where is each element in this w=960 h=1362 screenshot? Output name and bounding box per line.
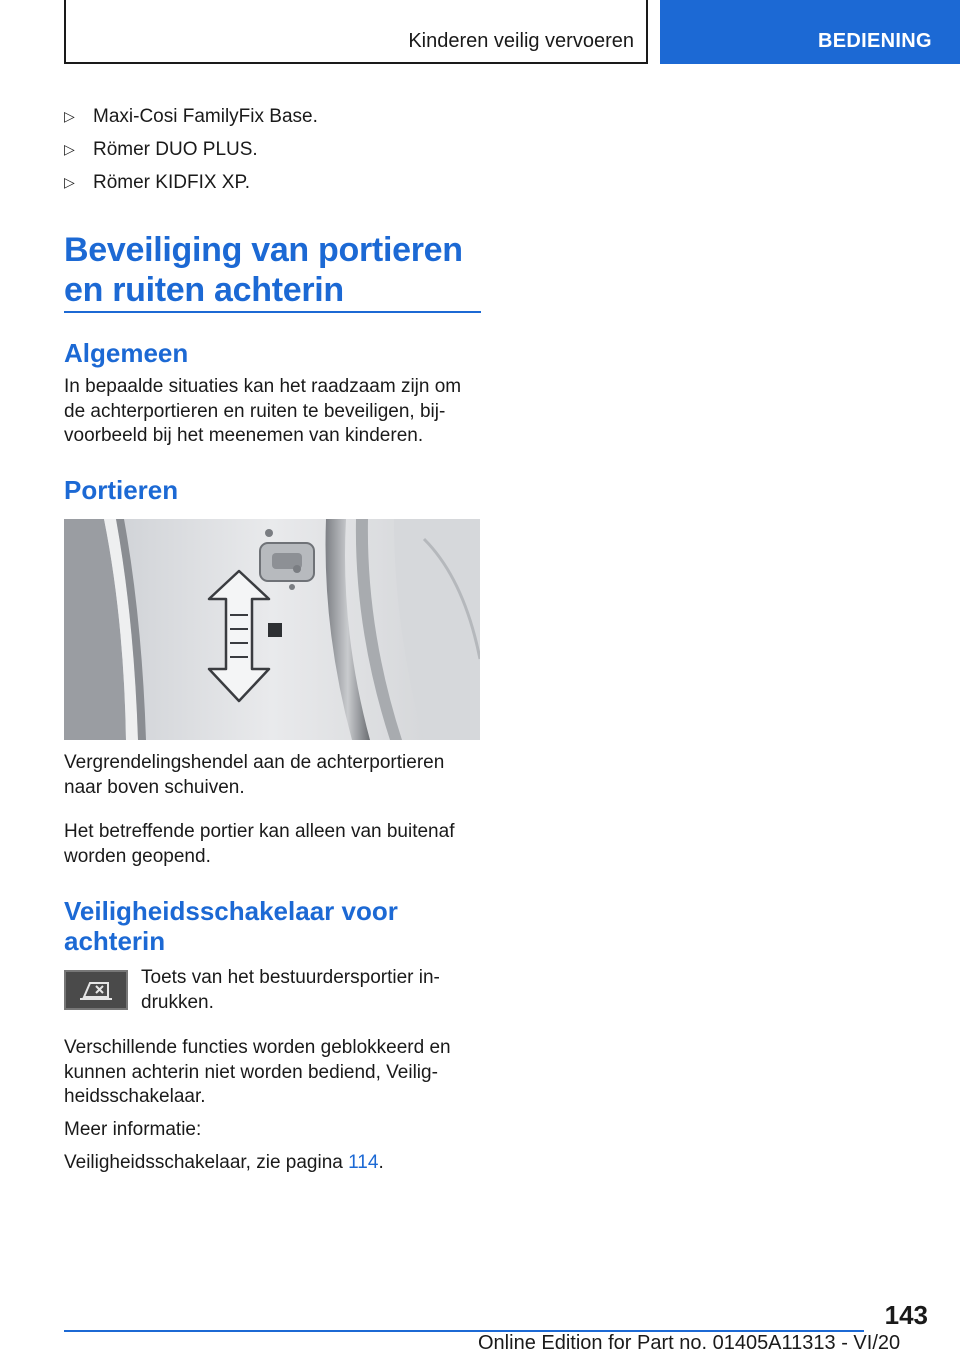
section-heading-doors: Portieren [64, 475, 179, 505]
general-paragraph: In bepaalde situaties kan het raadzaam zijn om de achterportieren en ruiten te beveiligen, bij‐ voorbeeld bij het meenemen van kinderen. [64, 376, 462, 446]
triangle-bullet-icon: ▷ [64, 108, 75, 124]
page-title: Beveiliging van portieren en ruiten achterin [64, 231, 463, 309]
child-lock-illustration [64, 519, 480, 740]
doors-caption: Vergrendelingshendel aan de achterportieren naar boven schuiven. [64, 752, 445, 798]
footer-edition: Online Edition for Part no. 01405A11313 - VI/20 [478, 1332, 901, 1354]
section-heading-safety-switch: Veiligheidsschakelaar voor achterin [64, 896, 398, 956]
doors-note: Het betreffende portier kan alleen van buitenaf worden geopend. [64, 821, 455, 867]
section-title: BEDIENING [818, 30, 932, 52]
section-tab [660, 0, 960, 64]
section-heading-general: Algemeen [64, 338, 189, 368]
more-info-label: Meer informatie: [64, 1119, 202, 1140]
chapter-header [64, 0, 648, 64]
safety-switch-action: Toets van het bestuurdersportier in‐ drukken. [141, 967, 440, 1013]
title-divider [64, 311, 481, 313]
chapter-title: Kinderen veilig vervoeren [408, 30, 634, 52]
triangle-bullet-icon: ▷ [64, 141, 75, 157]
triangle-bullet-icon: ▷ [64, 174, 75, 190]
page-number: 143 [884, 1300, 928, 1330]
cross-reference: Veiligheidsschakelaar, zie pagina 114. [64, 1152, 384, 1173]
window-lock-icon [64, 970, 128, 1010]
page-reference-link[interactable]: 114 [348, 1152, 379, 1173]
safety-switch-paragraph: Verschillende functies worden geblokkeerd en kunnen achterin niet worden bediend, Veilig‐ heidsschakelaar. [64, 1037, 451, 1107]
